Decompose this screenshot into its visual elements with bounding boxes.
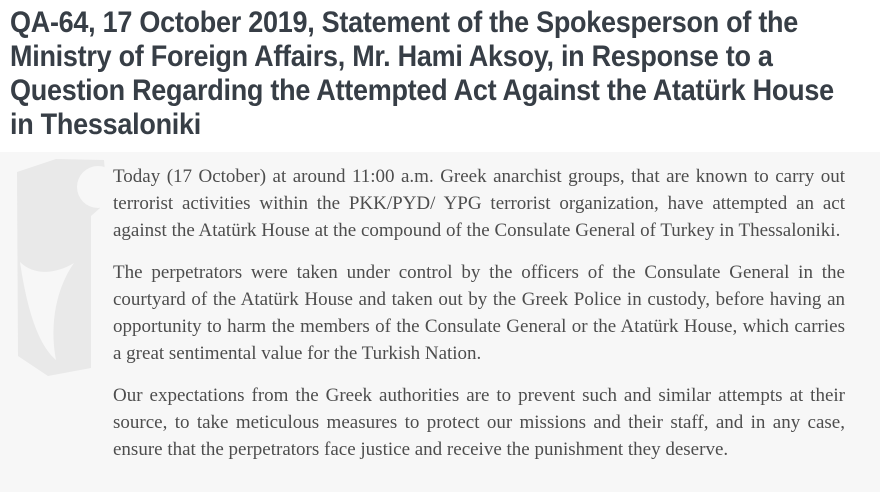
statement-section — [0, 152, 880, 492]
page-title-line-3: Question Regarding the Attempted Act Against the Atatürk House — [10, 74, 834, 107]
page-title — [10, 6, 876, 142]
statement-paragraph-1: Today (17 October) at around 11:00 a.m. Greek anarchist groups, that are known to carry out terrorist activities within the PKK/PYD/ YPG terrorist organization, have attempted an act against the Atatürk House at the compound of the Consulate General of Turkey in Thessaloniki. — [113, 166, 845, 241]
page-title-line-1: QA-64, 17 October 2019, Statement of the Spokesperson of the — [10, 6, 799, 39]
statement-quote-watermark-icon — [12, 156, 112, 380]
statement-paragraph-2: The perpetrators were taken under control by the officers of the Consulate General in the courtyard of the Atatürk House and taken out by the Greek Police in custody, before having an opportunity to harm the members of the Consulate General or the Atatürk House, which carries a great sentimental value for the Turkish Nation. — [113, 262, 845, 364]
page-title-line-4: in Thessaloniki — [10, 108, 202, 141]
statement-body — [113, 163, 845, 463]
page-title-line-2: Ministry of Foreign Affairs, Mr. Hami Aksoy, in Response to a — [10, 40, 773, 73]
statement-paragraph-3: Our expectations from the Greek authorities are to prevent such and similar attempts at their source, to take meticulous measures to protect our missions and their staff, and in any case, ensure that the perpetrators face justice and receive the punishment they deserve. — [113, 385, 845, 460]
